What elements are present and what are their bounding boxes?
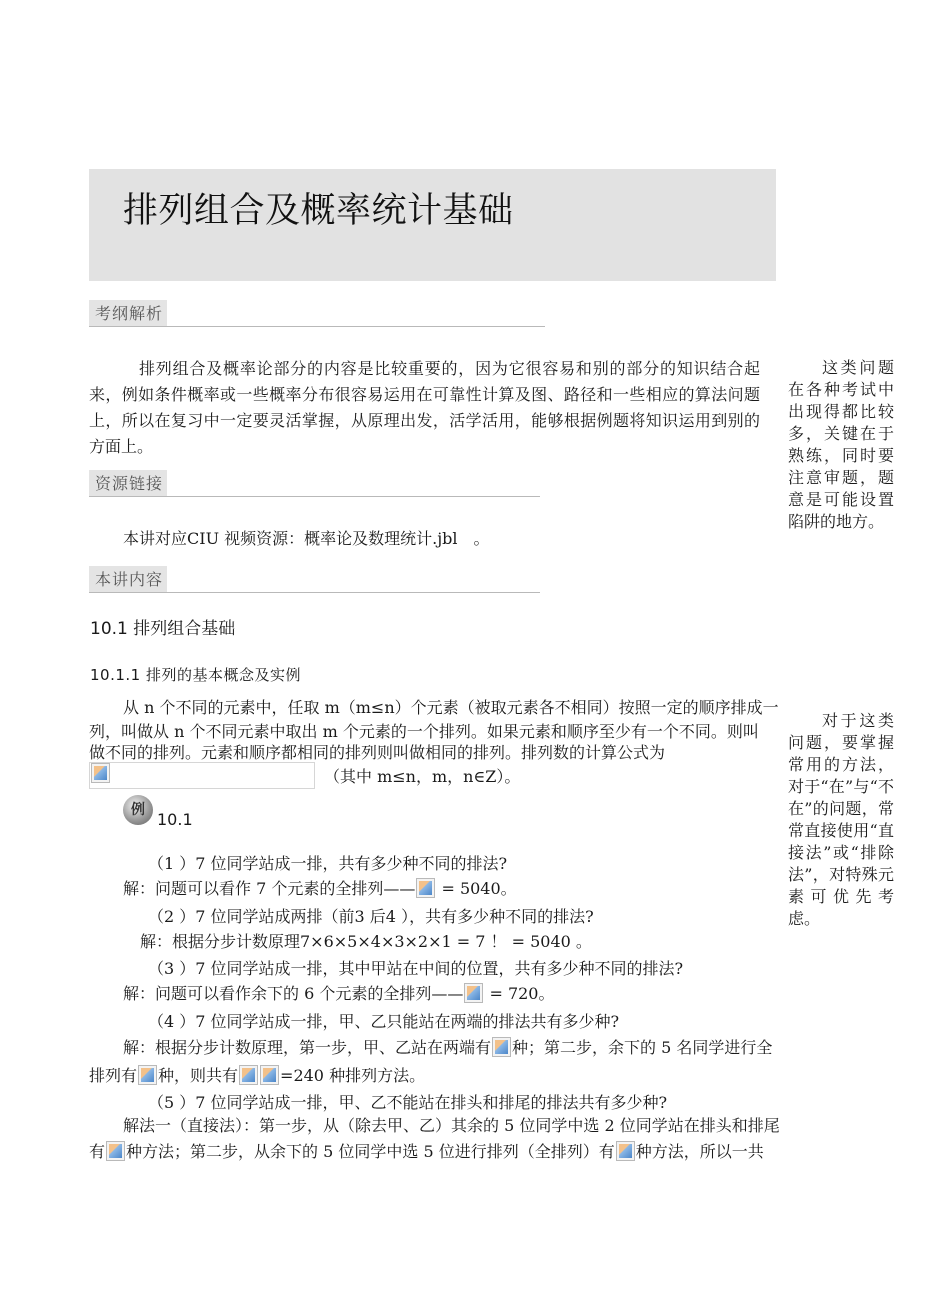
sidebar-note: 对于这类问题，要掌握常用的方法，对于“在”与“不在”的问题，常常直接使用“直接法”或“排除法”，对特殊元素可优先考虑。 bbox=[788, 711, 894, 928]
question-5: （5 ）7 位同学站成一排，甲、乙不能站在排头和排尾的排法共有多少种? bbox=[148, 1093, 668, 1112]
page-title: 排列组合及概率统计基础 bbox=[123, 191, 514, 231]
definition-line: 从 n 个不同的元素中，任取 m（m≤n）个元素（被取元素各不相同）按照一定的顺序排成一 bbox=[123, 698, 779, 717]
image-placeholder-icon bbox=[91, 763, 110, 783]
sidebar-note: 这类问题在各种考试中出现得都比较多，关键在于熟练，同时要注意审题，题意是可能设置陷阱的地方。 bbox=[788, 358, 894, 531]
image-placeholder-icon bbox=[260, 1065, 279, 1085]
definition-line: 列，叫做从 n 个不同元素中取出 m 个元素的一个排列。如果元素和顺序至少有一个不同。则叫 bbox=[89, 722, 759, 741]
answer-2: 解：根据分步计数原理7×6×5×4×3×2×1 = 7 ！ = 5040 。 bbox=[140, 932, 592, 951]
answer-4-line-2: 排列有 种，则共有 =240 种排列方法。 bbox=[89, 1066, 426, 1085]
example-number: 10.1 bbox=[157, 810, 193, 829]
heading-10-1-1: 10.1.1 排列的基本概念及实例 bbox=[90, 666, 301, 684]
formula-condition: （其中 m≤n，m，n∈Z）。 bbox=[324, 767, 521, 786]
image-placeholder-icon bbox=[239, 1065, 258, 1085]
answer-1: 解：问题可以看作 7 个元素的全排列—— = 5040。 bbox=[123, 879, 517, 898]
image-placeholder-icon bbox=[616, 1141, 635, 1161]
formula-image bbox=[89, 762, 315, 789]
question-2: （2 ）7 位同学站成两排（前3 后4 ），共有多少种不同的排法? bbox=[148, 907, 594, 926]
answer-5-line-1: 解法一（直接法）：第一步，从（除去甲、乙）其余的 5 位同学中选 2 位同学站在排头和排尾 bbox=[123, 1116, 780, 1135]
answer-3: 解：问题可以看作余下的 6 个元素的全排列—— = 720。 bbox=[123, 984, 555, 1003]
example-badge-icon: 例 bbox=[123, 795, 153, 825]
image-placeholder-icon bbox=[416, 878, 435, 898]
section-header-resources bbox=[89, 470, 540, 497]
section-label: 本讲内容 bbox=[89, 566, 167, 592]
definition-line: 做不同的排列。元素和顺序都相同的排列则叫做相同的排列。排列数的计算公式为 bbox=[89, 743, 666, 762]
question-3: （3 ）7 位同学站成一排，其中甲站在中间的位置，共有多少种不同的排法? bbox=[148, 959, 684, 978]
image-placeholder-icon bbox=[138, 1065, 157, 1085]
resource-line: 本讲对应CIU 视频资源：概率论及数理统计.jbl 。 bbox=[123, 529, 490, 548]
section-label: 考纲解析 bbox=[89, 300, 167, 326]
image-placeholder-icon bbox=[106, 1141, 125, 1161]
intro-paragraph: 排列组合及概率论部分的内容是比较重要的，因为它很容易和别的部分的知识结合起来，例如条件概率或一些概率分布很容易运用在可靠性计算及图、路径和一些相应的算法问题上，所以在复习中一定要灵活掌握，从原理出发，活学活用，能够根据例题将知识运用到别的方面上。 bbox=[89, 359, 760, 456]
heading-10-1: 10.1 排列组合基础 bbox=[90, 619, 236, 639]
image-placeholder-icon bbox=[492, 1037, 511, 1057]
question-4: （4 ）7 位同学站成一排，甲、乙只能站在两端的排法共有多少种? bbox=[148, 1012, 620, 1031]
answer-4-line-1: 解：根据分步计数原理，第一步，甲、乙站在两端有 种；第二步，余下的 5 名同学进行全 bbox=[123, 1038, 773, 1057]
question-1: （1 ）7 位同学站成一排，共有多少种不同的排法? bbox=[148, 854, 508, 873]
section-header-syllabus bbox=[89, 300, 545, 327]
answer-5-line-2: 有 种方法；第二步，从余下的 5 位同学中选 5 位进行排列（全排列）有 种方法，所以一共 bbox=[89, 1142, 764, 1161]
image-placeholder-icon bbox=[464, 983, 483, 1003]
section-label: 资源链接 bbox=[89, 470, 167, 496]
section-header-content bbox=[89, 566, 540, 593]
title-banner bbox=[89, 169, 776, 281]
